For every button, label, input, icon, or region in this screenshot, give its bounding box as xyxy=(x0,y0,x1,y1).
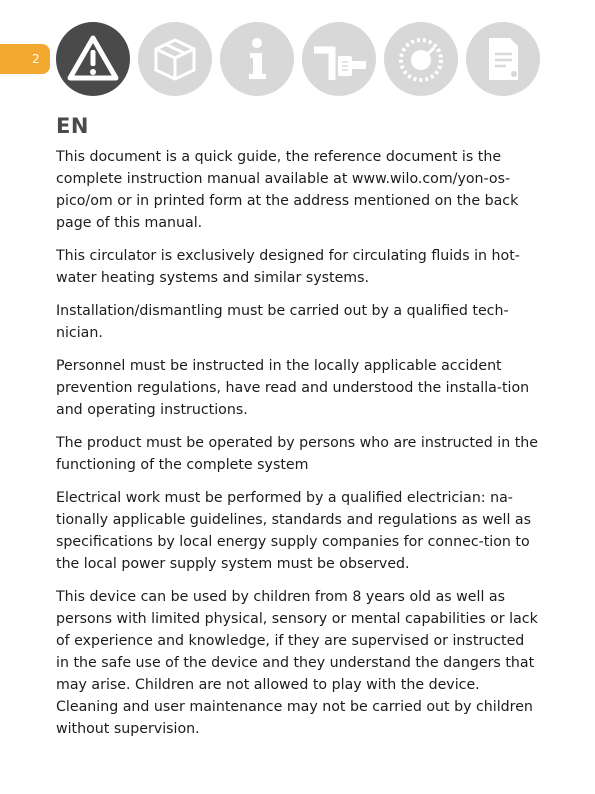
paragraph: The product must be operated by persons who are instructed in the functioning of the complete system xyxy=(56,435,538,473)
dial-icon[interactable] xyxy=(384,22,458,96)
paragraph: This document is a quick guide, the reference document is the complete instruction manual available at www.wilo.com/yon-os-pico/om or in printed form at the address mentioned on the back page of this manual. xyxy=(56,149,519,231)
paragraph: Personnel must be instructed in the locally applicable accident prevention regulations, have read and understood the installa-tion and operating instructions. xyxy=(56,358,530,418)
document-body xyxy=(56,146,538,751)
language-heading: EN xyxy=(56,114,89,138)
page-number-tab xyxy=(0,44,50,74)
info-icon[interactable] xyxy=(220,22,294,96)
warning-icon[interactable] xyxy=(56,22,130,96)
document-icon[interactable] xyxy=(466,22,540,96)
paragraph: Electrical work must be performed by a qualified electrician: na-tionally applicable guidelines, standards and regulations as well as specifications by local energy supply companies for connec-tion to the local power supply system must be observed. xyxy=(56,490,532,572)
page-number: 2 xyxy=(32,52,40,66)
pipe-icon[interactable] xyxy=(302,22,376,96)
paragraph: This circulator is exclusively designed for circulating fluids in hot-water heating systems and similar systems. xyxy=(56,248,520,286)
paragraph: This device can be used by children from 8 years old as well as persons with limited physical, sensory or mental capabilities or lack of experience and knowledge, if they are supervised or instructed in the safe use of the device and they understand the dangers that may arise. Children are not allowed to play with the device. Cleaning and user maintenance may not be carried out by children without supervision. xyxy=(56,589,538,737)
paragraph: Installation/dismantling must be carried out by a qualified tech-nician. xyxy=(56,303,509,341)
box-icon[interactable] xyxy=(138,22,212,96)
